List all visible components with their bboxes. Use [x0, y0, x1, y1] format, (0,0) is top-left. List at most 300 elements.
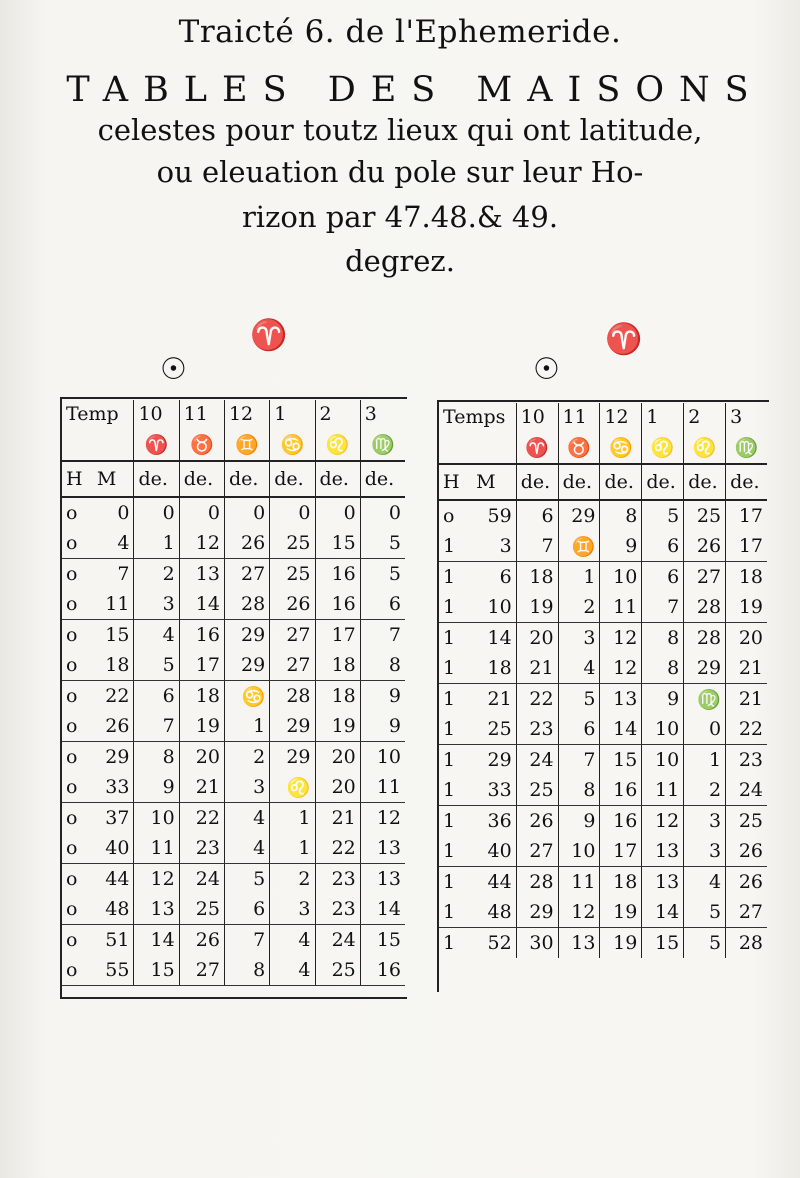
table-cell: 19: [600, 897, 642, 928]
table-cell: 26: [93, 711, 134, 742]
table-cell: 13: [360, 833, 405, 864]
unit-cell: H: [439, 464, 472, 500]
table-cell: 3: [558, 623, 600, 654]
table-cell: 15: [376, 929, 401, 951]
table-cell: 11: [642, 775, 684, 806]
table-cell: 29: [224, 650, 269, 681]
table-cell: o: [66, 563, 78, 585]
table-cell: 9: [558, 806, 600, 837]
table-cell: 14: [179, 589, 224, 620]
header-row-units: [62, 461, 405, 497]
sign-cell: ♉: [179, 428, 224, 461]
table-cell: 13: [134, 894, 179, 925]
table-cell: 29: [684, 653, 726, 684]
table-cell: 0: [684, 714, 726, 745]
table-cell: o: [62, 772, 93, 803]
subtitle-line-1: celestes pour toutz lieux qui ont latitude,: [97, 113, 703, 147]
table-cell: 27: [726, 897, 767, 928]
table-cell: o: [62, 894, 93, 925]
table-row: [439, 714, 767, 745]
table-cell: 12: [558, 897, 600, 928]
table-cell: 8: [600, 500, 642, 531]
table-cell: 3: [472, 531, 516, 562]
unit-cell: M: [93, 461, 134, 497]
table-cell: 26: [738, 871, 763, 893]
table-cell: 12: [600, 623, 642, 654]
table-cell: 13: [642, 867, 684, 898]
table-cell: 20: [738, 627, 763, 649]
table-cell: 24: [726, 775, 767, 806]
sign-cell: ♍: [726, 431, 767, 464]
table-cell: 24: [179, 864, 224, 895]
unit-cell: de.: [600, 464, 642, 500]
table-cell: 1: [270, 833, 315, 864]
table-cell: 9: [600, 531, 642, 562]
table-cell: 19: [726, 592, 767, 623]
table-cell: 1: [443, 871, 456, 893]
table-cell: 29: [472, 745, 516, 776]
table-cell: 11: [600, 592, 642, 623]
table-cell: 4: [224, 803, 269, 834]
table-cell: 19: [179, 711, 224, 742]
table-cell: o: [62, 833, 93, 864]
table-cell: 27: [224, 559, 269, 590]
table-cell: 3: [684, 806, 726, 837]
table-row: [439, 531, 767, 562]
table-cell: 4: [270, 955, 315, 986]
sign-cell: ♊: [224, 428, 269, 461]
table-cell: 8: [558, 775, 600, 806]
table-cell: 2: [684, 775, 726, 806]
table-cell: 6: [134, 681, 179, 712]
table-cell: 27: [270, 650, 315, 681]
table-cell: 0: [179, 497, 224, 528]
table-cell: 5: [558, 684, 600, 715]
left-sun-symbol: ☉: [160, 352, 187, 387]
table-cell: 14: [600, 714, 642, 745]
sign-cell: ♋: [270, 428, 315, 461]
table-cell: 29: [270, 711, 315, 742]
sign-cell: ♈: [516, 431, 558, 464]
table-row: [62, 528, 405, 559]
table-row: [439, 867, 767, 898]
table-cell: 6: [360, 589, 405, 620]
sign-cell: [62, 428, 134, 461]
table-cell: 11: [558, 867, 600, 898]
table-cell: 4: [93, 528, 134, 559]
table-cell: 44: [93, 864, 134, 895]
table-cell: 8: [224, 955, 269, 986]
table-cell: 11: [360, 772, 405, 803]
table-cell: 44: [472, 867, 516, 898]
table-cell: 1: [439, 531, 472, 562]
table-cell: 26: [516, 806, 558, 837]
table-cell: 21: [315, 803, 360, 834]
header-cell: 11: [558, 403, 600, 431]
table-cell: 22: [315, 833, 360, 864]
table-cell: 8: [134, 742, 179, 773]
table-row: [62, 589, 405, 620]
table-cell: 23: [315, 894, 360, 925]
table-cell: 4: [224, 833, 269, 864]
table-cell: ♊: [558, 531, 600, 562]
table-cell: 22: [726, 714, 767, 745]
table-cell: 23: [179, 833, 224, 864]
table-cell: 12: [642, 806, 684, 837]
table-cell: 1: [558, 562, 600, 593]
unit-cell: de.: [360, 461, 405, 497]
table-cell: 0: [270, 497, 315, 528]
table-cell: 15: [600, 745, 642, 776]
table-cell: 15: [93, 620, 134, 651]
table-cell: 16: [179, 620, 224, 651]
header-row-houses: [439, 403, 767, 431]
table-cell: 17: [315, 620, 360, 651]
table-cell: 9: [642, 684, 684, 715]
table-cell: o: [66, 868, 78, 890]
table-cell: 0: [315, 497, 360, 528]
table-cell: 1: [443, 749, 456, 771]
table-cell: 7: [93, 559, 134, 590]
table-cell: 1: [134, 528, 179, 559]
table-row: [62, 833, 405, 864]
table-cell: 11: [134, 833, 179, 864]
header-cell: 12: [224, 400, 269, 428]
table-cell: 28: [738, 932, 763, 954]
table-cell: 40: [472, 836, 516, 867]
table-cell: 25: [179, 894, 224, 925]
table-row: [439, 562, 767, 593]
header-row-signs: [439, 431, 767, 464]
table-row: [439, 806, 767, 837]
table-cell: 18: [315, 681, 360, 712]
table-cell: o: [62, 711, 93, 742]
table-cell: 13: [179, 559, 224, 590]
unit-cell: de.: [684, 464, 726, 500]
table-cell: 2: [558, 592, 600, 623]
unit-cell: de.: [642, 464, 684, 500]
table-cell: 9: [360, 711, 405, 742]
table-cell: 28: [684, 592, 726, 623]
table-cell: 18: [516, 562, 558, 593]
table-cell: 12: [134, 864, 179, 895]
table-cell: 2: [270, 864, 315, 895]
table-cell: 28: [224, 589, 269, 620]
table-cell: 20: [315, 772, 360, 803]
table-cell: 4: [134, 620, 179, 651]
table-cell: 9: [134, 772, 179, 803]
table-cell: o: [66, 929, 78, 951]
table-cell: 17: [738, 505, 763, 527]
table-cell: 19: [600, 928, 642, 959]
unit-cell: de.: [224, 461, 269, 497]
table-cell: 5: [360, 528, 405, 559]
unit-cell: de.: [134, 461, 179, 497]
table-row: [62, 497, 405, 528]
table-cell: 2: [134, 559, 179, 590]
table-row: [439, 623, 767, 654]
table-cell: 0: [388, 502, 401, 524]
right-houses-table: [439, 403, 767, 958]
table-cell: 7: [134, 711, 179, 742]
table-cell: 5: [684, 928, 726, 959]
table-cell: 5: [134, 650, 179, 681]
table-cell: 5: [642, 500, 684, 531]
table-cell: 6: [642, 531, 684, 562]
table-cell: 14: [472, 623, 516, 654]
table-cell: 52: [472, 928, 516, 959]
table-cell: 1: [270, 803, 315, 834]
table-cell: 27: [516, 836, 558, 867]
table-cell: 21: [179, 772, 224, 803]
table-cell: 40: [93, 833, 134, 864]
table-cell: 20: [516, 623, 558, 654]
table-row: [439, 684, 767, 715]
table-cell: 16: [600, 806, 642, 837]
table-cell: 1: [443, 688, 456, 710]
table-cell: 3: [270, 894, 315, 925]
header-cell: 2: [684, 403, 726, 431]
table-cell: 7: [558, 745, 600, 776]
table-cell: 1: [439, 592, 472, 623]
table-cell: o: [62, 528, 93, 559]
table-cell: 48: [472, 897, 516, 928]
table-row: [62, 955, 405, 986]
table-cell: 14: [360, 894, 405, 925]
subtitle-line-4: degrez.: [345, 244, 455, 278]
table-row: [62, 894, 405, 925]
table-cell: ♍: [684, 684, 726, 715]
table-cell: 59: [472, 500, 516, 531]
table-cell: 15: [315, 528, 360, 559]
sign-cell: ♈: [134, 428, 179, 461]
table-cell: 1: [443, 627, 456, 649]
table-cell: 6: [558, 714, 600, 745]
table-cell: 27: [270, 620, 315, 651]
table-cell: 18: [472, 653, 516, 684]
table-row: [62, 742, 405, 773]
table-cell: 17: [600, 836, 642, 867]
table-cell: 29: [516, 897, 558, 928]
table-cell: 21: [472, 684, 516, 715]
right-aries-symbol: ♈: [605, 322, 643, 357]
table-cell: 4: [558, 653, 600, 684]
table-cell: 22: [179, 803, 224, 834]
table-row: [62, 864, 405, 895]
table-cell: 21: [516, 653, 558, 684]
table-cell: 6: [642, 562, 684, 593]
table-cell: o: [62, 650, 93, 681]
table-cell: o: [66, 502, 78, 524]
unit-cell: de.: [179, 461, 224, 497]
table-cell: 28: [516, 867, 558, 898]
table-cell: 12: [600, 653, 642, 684]
table-cell: 29: [224, 620, 269, 651]
table-cell: 6: [516, 500, 558, 531]
table-cell: 18: [315, 650, 360, 681]
table-cell: 13: [642, 836, 684, 867]
table-cell: 15: [642, 928, 684, 959]
table-cell: 21: [726, 653, 767, 684]
table-cell: 17: [179, 650, 224, 681]
unit-cell: de.: [558, 464, 600, 500]
table-cell: 10: [558, 836, 600, 867]
table-cell: 9: [388, 685, 401, 707]
table-row: [62, 772, 405, 803]
table-cell: o: [66, 746, 78, 768]
table-cell: 20: [315, 742, 360, 773]
table-cell: 1: [684, 745, 726, 776]
table-cell: 23: [315, 864, 360, 895]
left-houses-table: [62, 400, 405, 986]
table-cell: 14: [642, 897, 684, 928]
table-cell: 26: [726, 836, 767, 867]
table-cell: 6: [472, 562, 516, 593]
table-cell: 18: [179, 681, 224, 712]
table-cell: 10: [642, 745, 684, 776]
table-cell: 18: [738, 566, 763, 588]
table-cell: 1: [443, 566, 456, 588]
table-cell: 10: [472, 592, 516, 623]
table-cell: 22: [516, 684, 558, 715]
table-cell: 8: [360, 650, 405, 681]
subtitle-line-2: ou eleuation du pole sur leur Ho-: [156, 155, 644, 189]
table-cell: 26: [179, 925, 224, 956]
table-cell: 27: [684, 562, 726, 593]
table-cell: 23: [738, 749, 763, 771]
table-cell: 29: [93, 742, 134, 773]
table-cell: 26: [224, 528, 269, 559]
sign-cell: ♉: [558, 431, 600, 464]
subtitle-line-3: rizon par 47.48.& 49.: [241, 200, 559, 234]
table-cell: 11: [93, 589, 134, 620]
sign-cell: ♌: [684, 431, 726, 464]
header-cell: 2: [315, 400, 360, 428]
table-cell: 12: [179, 528, 224, 559]
table-cell: 18: [600, 867, 642, 898]
table-cell: 28: [684, 623, 726, 654]
table-row: [439, 836, 767, 867]
unit-cell: M: [472, 464, 516, 500]
table-cell: 0: [224, 497, 269, 528]
table-cell: 3: [684, 836, 726, 867]
table-cell: 1: [439, 836, 472, 867]
table-row: [439, 500, 767, 531]
table-cell: o: [62, 589, 93, 620]
header-row-units: [439, 464, 767, 500]
table-cell: 10: [376, 746, 401, 768]
table-cell: 25: [270, 528, 315, 559]
table-cell: 14: [134, 925, 179, 956]
table-cell: 21: [738, 688, 763, 710]
table-cell: 16: [600, 775, 642, 806]
table-cell: 27: [179, 955, 224, 986]
header-row-signs: [62, 428, 405, 461]
table-cell: 7: [516, 531, 558, 562]
unit-cell: de.: [726, 464, 767, 500]
table-cell: 25: [684, 500, 726, 531]
table-cell: 28: [270, 681, 315, 712]
table-cell: 2: [224, 742, 269, 773]
table-cell: 51: [93, 925, 134, 956]
table-row: [439, 928, 767, 959]
table-cell: 25: [315, 955, 360, 986]
running-title: Traicté 6. de l'Ephemeride.: [178, 14, 622, 50]
table-row: [62, 620, 405, 651]
table-cell: 29: [270, 742, 315, 773]
table-row: [62, 803, 405, 834]
table-row: [62, 559, 405, 590]
table-cell: 1: [439, 653, 472, 684]
table-cell: 1: [439, 775, 472, 806]
header-cell: 12: [600, 403, 642, 431]
table-cell: 8: [642, 653, 684, 684]
table-cell: 7: [642, 592, 684, 623]
table-cell: 30: [516, 928, 558, 959]
table-row: [62, 681, 405, 712]
table-row: [439, 775, 767, 806]
table-row: [62, 925, 405, 956]
table-row: [439, 745, 767, 776]
table-row: [439, 653, 767, 684]
table-cell: 1: [443, 932, 456, 954]
table-cell: 1: [443, 810, 456, 832]
table-cell: 25: [472, 714, 516, 745]
table-cell: 19: [315, 711, 360, 742]
header-cell: Temps: [439, 403, 516, 431]
table-cell: 12: [376, 807, 401, 829]
table-cell: 0: [93, 497, 134, 528]
table-cell: o: [66, 685, 78, 707]
table-cell: 29: [558, 500, 600, 531]
sign-cell: ♋: [600, 431, 642, 464]
header-cell: 3: [730, 406, 743, 428]
unit-cell: de.: [315, 461, 360, 497]
table-cell: 5: [684, 897, 726, 928]
table-cell: 16: [360, 955, 405, 986]
unit-cell: de.: [270, 461, 315, 497]
table-row: [62, 711, 405, 742]
table-cell: 0: [134, 497, 179, 528]
table-cell: 4: [270, 925, 315, 956]
table-cell: o: [443, 505, 455, 527]
table-cell: 16: [315, 589, 360, 620]
table-cell: 48: [93, 894, 134, 925]
table-cell: 55: [93, 955, 134, 986]
header-cell: 1: [270, 400, 315, 428]
table-cell: 7: [224, 925, 269, 956]
table-cell: 13: [558, 928, 600, 959]
table-cell: o: [66, 624, 78, 646]
right-sun-symbol: ☉: [533, 352, 560, 387]
header-cell: 1: [642, 403, 684, 431]
table-cell: 19: [516, 592, 558, 623]
table-cell: ♌: [270, 772, 315, 803]
table-cell: 33: [472, 775, 516, 806]
header-row-houses: [62, 400, 405, 428]
table-cell: 13: [376, 868, 401, 890]
table-cell: 6: [224, 894, 269, 925]
table-cell: 8: [642, 623, 684, 654]
table-cell: 1: [439, 897, 472, 928]
table-cell: 7: [388, 624, 401, 646]
header-cell: 10: [516, 403, 558, 431]
table-cell: 10: [134, 803, 179, 834]
table-cell: 33: [93, 772, 134, 803]
table-cell: 25: [738, 810, 763, 832]
left-aries-symbol: ♈: [250, 318, 288, 353]
unit-cell: de.: [516, 464, 558, 500]
